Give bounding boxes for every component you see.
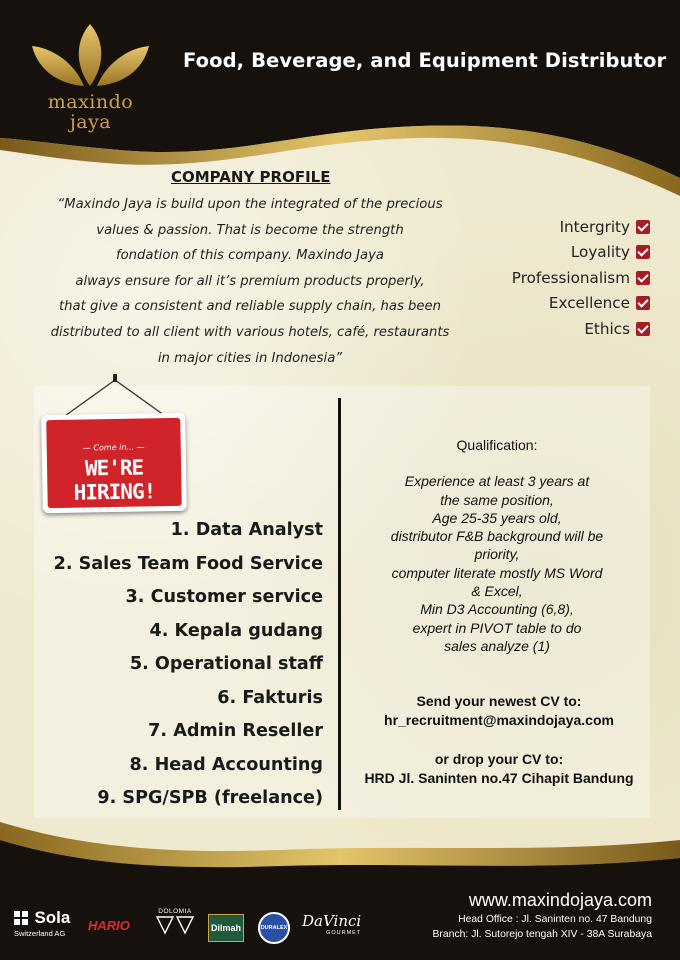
company-tagline: Food, Beverage, and Equipment Distributor xyxy=(183,49,667,72)
value-item xyxy=(512,214,650,240)
value-label: Excellence xyxy=(548,294,630,313)
cv-instructions xyxy=(346,692,652,787)
panel-divider xyxy=(338,398,341,810)
hiring-sign xyxy=(41,413,187,513)
job-item: 4. Kepala gudang xyxy=(149,620,323,641)
checkbox-checked-icon xyxy=(636,271,650,285)
sola-logo: Sola Switzerland AG xyxy=(14,908,71,938)
logo-line1: maxindo xyxy=(47,91,134,113)
job-item: 3. Customer service xyxy=(125,587,323,607)
hario-logo: HARIO xyxy=(88,918,130,933)
logo-line2: jaya xyxy=(69,111,112,133)
sign-hiring-text: WE'RE HIRING! xyxy=(73,455,156,505)
qualification-line: the same position, xyxy=(440,491,554,508)
profile-line: fondation of this company. Maxindo Jaya xyxy=(115,248,385,264)
qualification-line: computer literate mostly MS Word xyxy=(391,564,603,581)
qualification-line: Experience at least 3 years at xyxy=(404,473,590,490)
company-profile-text xyxy=(30,192,470,371)
qualification-line: priority, xyxy=(474,546,520,563)
branch-address: Branch: Jl. Sutorejo tengah XIV - 38A Surabaya xyxy=(432,929,652,940)
head-office-address: Head Office : Jl. Saninten no. 47 Bandung xyxy=(458,914,652,925)
job-item: 1. Data Analyst xyxy=(170,520,323,540)
qualification-line: & Excel, xyxy=(471,583,523,600)
qualification-line: distributor F&B background will be xyxy=(390,528,604,545)
value-label: Intergrity xyxy=(559,217,630,236)
value-item xyxy=(512,316,650,342)
qualification-text xyxy=(358,472,636,655)
sign-come-in-text: — Come in... — xyxy=(82,442,145,453)
value-item xyxy=(512,265,650,291)
qualification-line: Age 25-35 years old, xyxy=(432,509,562,526)
qualification-line: Min D3 Accounting (6,8), xyxy=(420,601,574,618)
value-item xyxy=(512,291,650,317)
profile-line: “Maxindo Jaya is build upon the integrated of the precious xyxy=(57,197,443,212)
checkbox-checked-icon xyxy=(636,220,650,234)
company-values-list xyxy=(512,214,650,342)
qualification-heading: Qualification: xyxy=(456,437,538,453)
job-openings-list xyxy=(54,514,323,816)
checkbox-checked-icon xyxy=(636,245,650,259)
profile-line: distributed to all client with various hotels, café, restaurants xyxy=(50,324,450,340)
duralex-logo: DURALEX xyxy=(258,912,290,944)
company-profile-title: COMPANY PROFILE xyxy=(171,168,331,186)
value-label: Professionalism xyxy=(511,268,630,287)
sola-grid-icon xyxy=(14,911,28,925)
checkbox-checked-icon xyxy=(636,296,650,310)
hiring-sign-face xyxy=(46,418,182,508)
partner-brands-row xyxy=(14,908,374,948)
job-item: 6. Fakturis xyxy=(217,687,323,708)
qualification-line: expert in PIVOT table to do xyxy=(412,619,582,636)
qualification-block xyxy=(358,436,636,655)
profile-line: values & passion. That is become the strength xyxy=(96,222,404,238)
logo-wordmark xyxy=(28,92,153,132)
dolomia-logo: DOLOMIA xyxy=(150,908,200,940)
value-label: Loyality xyxy=(570,243,630,262)
office-addresses xyxy=(433,912,653,942)
value-item xyxy=(512,240,650,266)
drop-cv-label: or drop your CV to: xyxy=(434,751,564,767)
hrd-address: HRD Jl. Saninten no.47 Cihapit Bandung xyxy=(364,769,634,786)
dolomia-mark-icon xyxy=(155,915,195,935)
davinci-logo: DaVinci GOURMET xyxy=(302,912,362,936)
checkbox-checked-icon xyxy=(636,322,650,336)
job-item: 2. Sales Team Food Service xyxy=(53,553,323,574)
job-item: 7. Admin Reseller xyxy=(148,721,323,741)
nail-icon xyxy=(113,374,117,382)
dilmah-logo: Dilmah xyxy=(208,914,244,942)
send-cv-label: Send your newest CV to: xyxy=(416,693,582,709)
qualification-line: sales analyze (1) xyxy=(444,637,550,654)
recruitment-email-link[interactable]: hr_recruitment@maxindojaya.com xyxy=(384,711,614,728)
profile-line: always ensure for all it’s premium products properly, xyxy=(75,273,425,289)
profile-line: in major cities in Indonesia” xyxy=(157,350,343,366)
job-item: 5. Operational staff xyxy=(129,654,323,674)
website-link[interactable]: www.maxindojaya.com xyxy=(468,890,652,910)
job-item: 9. SPG/SPB (freelance) xyxy=(97,788,323,808)
value-label: Ethics xyxy=(584,319,630,338)
profile-line: that give a consistent and reliable supply chain, has been xyxy=(59,299,441,315)
job-item: 8. Head Accounting xyxy=(129,754,323,775)
